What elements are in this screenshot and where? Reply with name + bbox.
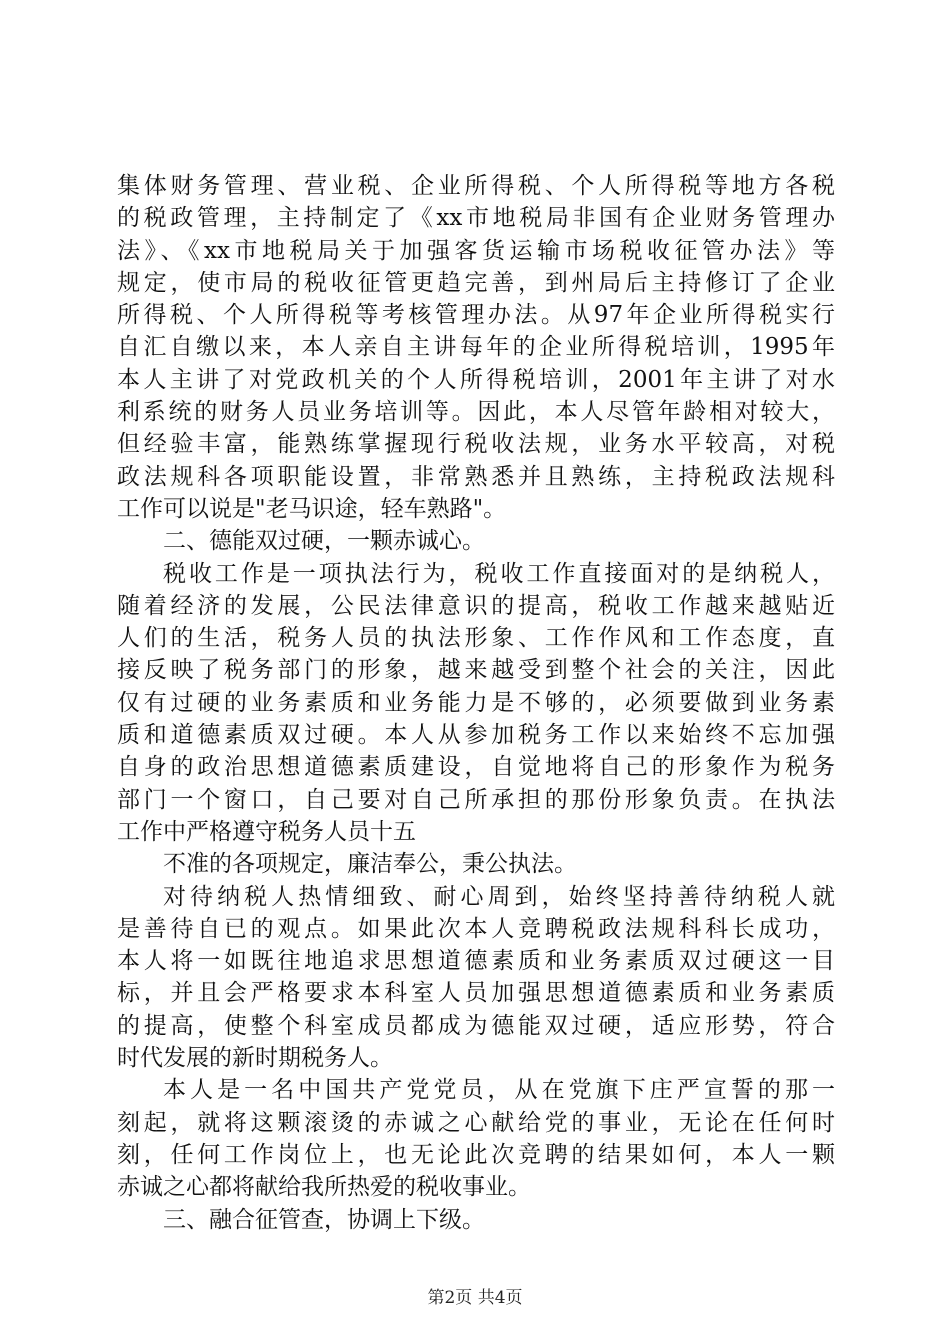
text-line: 的税政管理，主持制定了《xx市地税局非国有企业财务管理办 <box>117 205 835 232</box>
text-line: 工作中严格遵守税务人员十五 <box>117 818 416 845</box>
text-line: 人们的生活，税务人员的执法形象、工作作风和工作态度，直 <box>117 625 835 652</box>
text-line: 部门一个窗口，自己要对自己所承担的那份形象负责。在执法 <box>117 786 835 813</box>
text-line: 规定，使市局的税收征管更趋完善，到州局后主持修订了企业 <box>117 269 835 296</box>
text-line: 工作可以说是"老马识途，轻车熟路"。 <box>117 495 507 522</box>
text-line: 不准的各项规定，廉洁奉公，秉公执法。 <box>163 851 577 878</box>
text-line: 仅有过硬的业务素质和业务能力是不够的，必须要做到业务素 <box>117 689 835 716</box>
text-line: 赤诚之心都将献给我所热爱的税收事业。 <box>117 1174 531 1201</box>
text-line: 刻起，就将这颗滚烫的赤诚之心献给党的事业，无论在任何时 <box>117 1109 835 1136</box>
text-line: 税收工作是一项执法行为，税收工作直接面对的是纳税人， <box>163 560 835 587</box>
text-line: 本人是一名中国共产党党员，从在党旗下庄严宣誓的那一 <box>163 1077 835 1104</box>
text-line: 刻，任何工作岗位上，也无论此次竞聘的结果如何，本人一颗 <box>117 1141 835 1168</box>
text-line: 标，并且会严格要求本科室人员加强思想道德素质和业务素质 <box>117 980 835 1007</box>
page-footer: 第2页 共4页 <box>427 1288 523 1308</box>
text-line: 时代发展的新时期税务人。 <box>117 1045 393 1072</box>
section-heading: 三、融合征管查，协调上下级。 <box>163 1206 485 1233</box>
text-line: 随着经济的发展，公民法律意识的提高，税收工作越来越贴近 <box>117 592 835 619</box>
text-line: 自身的政治思想道德素质建设，自觉地将自己的形象作为税务 <box>117 754 835 781</box>
section-heading: 二、德能双过硬，一颗赤诚心。 <box>163 528 485 555</box>
document-body <box>117 170 835 1236</box>
text-line: 本人主讲了对党政机关的个人所得税培训，2001年主讲了对水 <box>117 366 835 393</box>
text-line: 的提高，使整个科室成员都成为德能双过硬，适应形势，符合 <box>117 1012 835 1039</box>
text-line: 是善待自已的观点。如果此次本人竞聘税政法规科科长成功， <box>117 915 835 942</box>
text-line: 对待纳税人热情细致、耐心周到，始终坚持善待纳税人就 <box>163 883 835 910</box>
text-line: 质和道德素质双过硬。本人从参加税务工作以来始终不忘加强 <box>117 722 835 749</box>
text-line: 政法规科各项职能设置，非常熟悉并且熟练，主持税政法规科 <box>117 463 835 490</box>
text-line: 接反映了税务部门的形象，越来越受到整个社会的关注，因此 <box>117 657 835 684</box>
text-line: 集体财务管理、营业税、企业所得税、个人所得税等地方各税 <box>117 173 835 199</box>
text-line: 本人将一如既往地追求思想道德素质和业务素质双过硬这一目 <box>117 948 835 975</box>
text-line: 利系统的财务人员业务培训等。因此，本人尽管年龄相对较大， <box>117 399 835 426</box>
text-line: 自汇自缴以来，本人亲自主讲每年的企业所得税培训，1995年 <box>117 334 835 361</box>
text-line: 法》、《xx市地税局关于加强客货运输市场税收征管办法》等 <box>117 237 835 264</box>
text-line: 但经验丰富，能熟练掌握现行税收法规，业务水平较高，对税 <box>117 431 835 458</box>
text-line: 所得税、个人所得税等考核管理办法。从97年企业所得税实行 <box>117 302 835 329</box>
